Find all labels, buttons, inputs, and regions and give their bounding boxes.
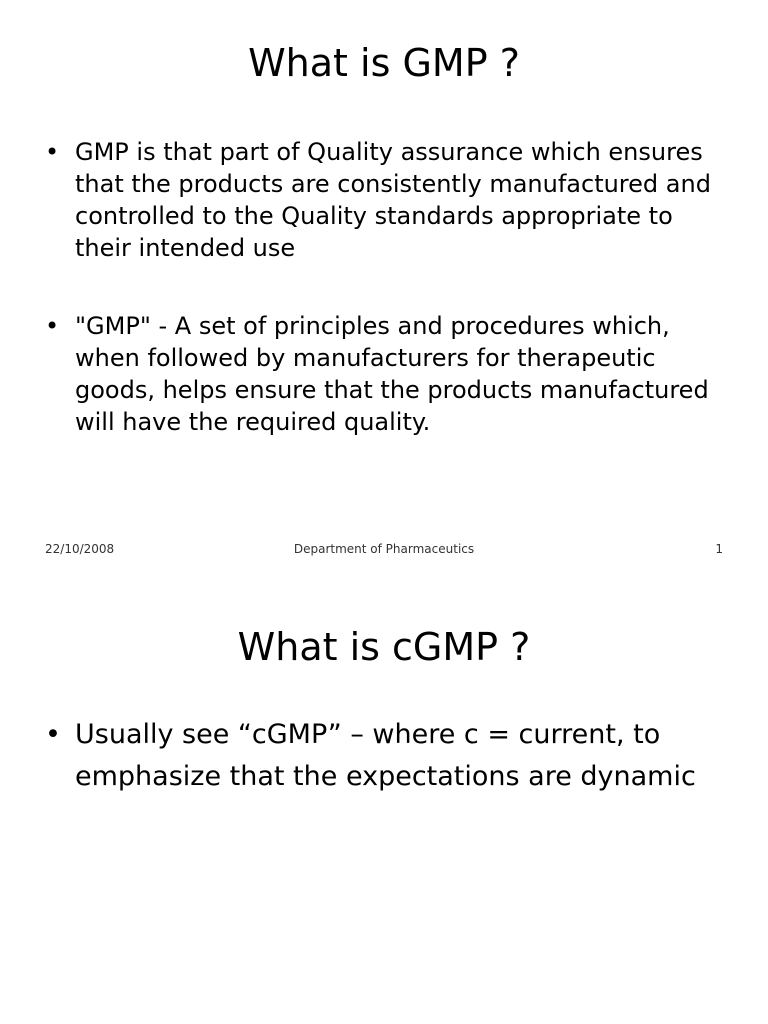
slide-footer — [0, 540, 768, 558]
bullet-item — [45, 714, 735, 798]
bullet-marker: • — [45, 719, 61, 750]
bullet-list — [45, 136, 735, 484]
footer-department: Department of Pharmaceutics — [293, 542, 475, 556]
slide-2 — [0, 576, 768, 1024]
bullet-text: Usually see “cGMP” – where c = current, to emphasize that the expectations are dynamic — [75, 719, 696, 792]
bullet-item — [45, 136, 735, 264]
bullet-marker: • — [45, 312, 60, 340]
bullet-text: GMP is that part of Quality assurance which ensures that the products are consistently manufactured and controlled to the Quality standards appropriate to their intended use — [75, 138, 711, 262]
slide-title: What is GMP ? — [248, 41, 520, 85]
footer-page-number: 1 — [715, 542, 723, 556]
bullet-text: "GMP" - A set of principles and procedures which, when followed by manufacturers for therapeutic goods, helps ensure that the products manufactured will have the required quality. — [75, 312, 709, 436]
footer-date: 22/10/2008 — [45, 542, 115, 556]
bullet-item — [45, 310, 735, 438]
slide-title: What is cGMP ? — [237, 625, 531, 669]
bullet-marker: • — [45, 138, 60, 166]
bullet-list — [45, 714, 735, 798]
